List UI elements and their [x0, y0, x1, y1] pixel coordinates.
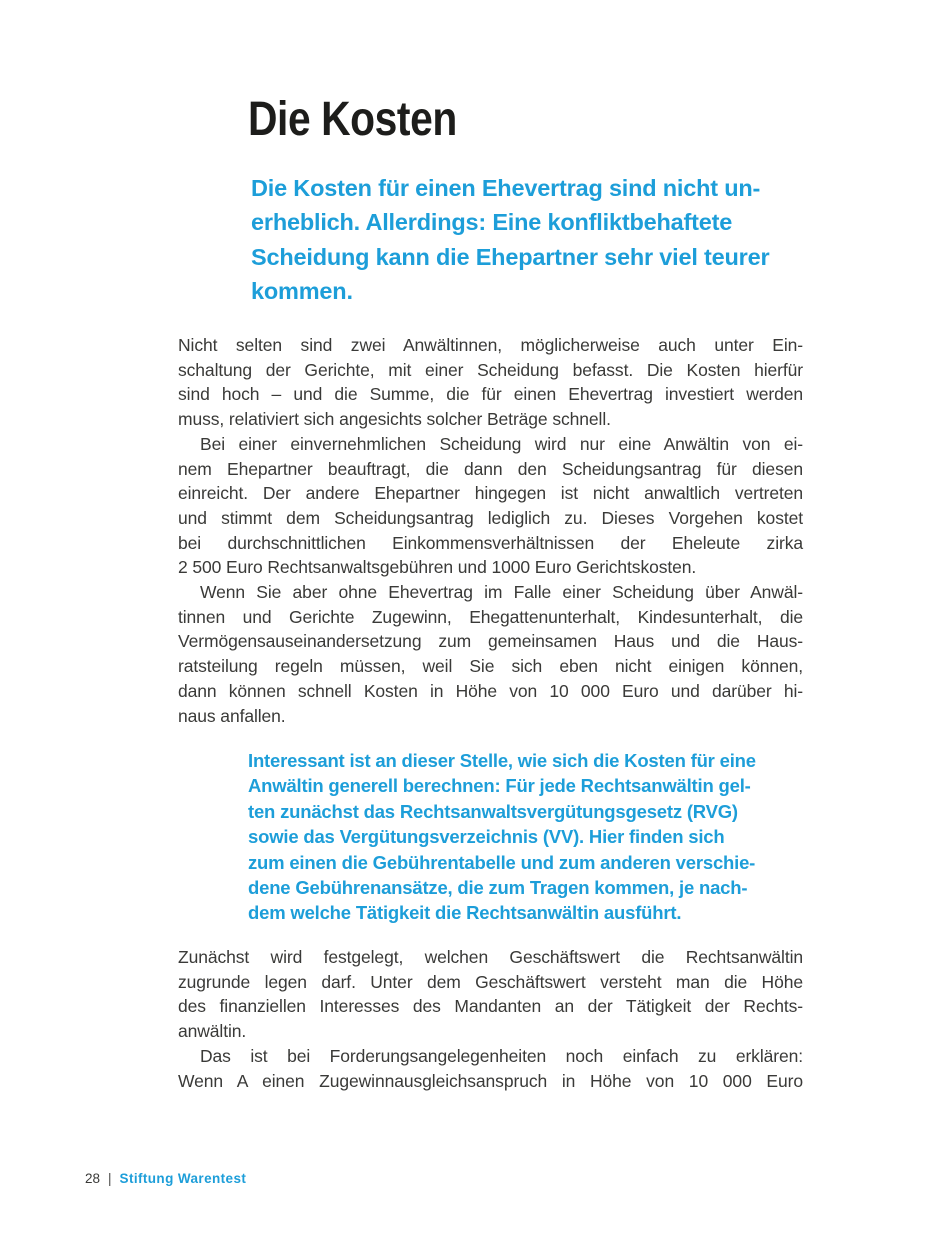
text-line: Anwältin generell berechnen: Für jede Rechtsanwältin gel- [248, 775, 751, 797]
footer-brand: Stiftung Warentest [119, 1171, 247, 1186]
text-line: dem welche Tätigkeit die Rechtsanwältin ausführt. [248, 902, 682, 924]
text-line: Das ist bei Forderungsangelegenheiten noch einfach zu erklären: [200, 1045, 803, 1066]
text-line: einreicht. Der andere Ehepartner hingegen ist nicht anwaltlich vertreten [178, 483, 803, 504]
text-line: dene Gebührenansätze, die zum Tragen kommen, je nach- [248, 877, 748, 899]
text-line: und stimmt dem Scheidungsantrag lediglich zu. Dieses Vorgehen kostet [178, 507, 803, 528]
text-line: Interessant ist an dieser Stelle, wie sich die Kosten für eine [248, 750, 756, 771]
text-line: Zunächst wird festgelegt, welchen Geschäftswert die Rechtsanwältin [178, 947, 803, 967]
text-line: sind hoch – und die Summe, die für einen Ehevertrag investiert werden [178, 384, 803, 405]
text-line: Scheidung kann die Ehepartner sehr viel teurer [251, 243, 770, 270]
text-line: schaltung der Gerichte, mit einer Scheidung befasst. Die Kosten hierfür [178, 359, 803, 380]
callout-paragraph [248, 748, 756, 926]
text-line: erheblich. Allerdings: Eine konfliktbehaftete [251, 209, 733, 236]
text-line: nem Ehepartner beauftragt, die dann den Scheidungsantrag für diesen [178, 458, 803, 479]
text-line: dann können schnell Kosten in Höhe von 10 000 Euro und darüber hi- [178, 680, 803, 701]
text-line: zum einen die Gebührentabelle und zum anderen verschie- [248, 851, 756, 873]
text-line: ratsteilung regeln müssen, weil Sie sich eben nicht einigen können, [178, 656, 803, 677]
text-line: kommen. [251, 277, 353, 304]
page-number: 28 [85, 1171, 101, 1186]
text-line: Nicht selten sind zwei Anwältinnen, möglicherweise auch unter Ein- [178, 335, 803, 355]
text-line: des finanziellen Interesses des Mandanten an der Tätigkeit der Rechts- [178, 996, 803, 1017]
text-line: Vermögensauseinandersetzung zum gemeinsamen Haus und die Haus- [178, 631, 803, 652]
page-title: Die Kosten [248, 93, 457, 146]
text-line: Bei einer einvernehmlichen Scheidung wird nur eine Anwältin von ei- [200, 433, 803, 454]
body-text-block-1 [178, 333, 803, 728]
text-line: naus anfallen. [178, 705, 286, 726]
text-line: sowie das Vergütungsverzeichnis (VV). Hier finden sich [248, 826, 725, 848]
text-line: zugrunde legen darf. Unter dem Geschäftswert versteht man die Höhe [178, 971, 803, 992]
text-line: tinnen und Gerichte Zugewinn, Ehegattenunterhalt, Kindesunterhalt, die [178, 606, 803, 627]
text-line: muss, relativiert sich angesichts solcher Beträge schnell. [178, 409, 611, 430]
text-line: bei durchschnittlichen Einkommensverhältnissen der Eheleute zirka [178, 532, 803, 553]
text-line: anwältin. [178, 1021, 247, 1042]
text-line: 2 500 Euro Rechtsanwaltsgebühren und 1000 Euro Gerichtskosten. [178, 557, 697, 578]
page-footer [85, 1171, 246, 1186]
body-text-block-2 [178, 945, 803, 1093]
footer-separator: | [108, 1171, 112, 1186]
lead-paragraph [251, 171, 769, 308]
text-line: Wenn A einen Zugewinnausgleichsanspruch in Höhe von 10 000 Euro [178, 1070, 803, 1091]
text-line: Wenn Sie aber ohne Ehevertrag im Falle einer Scheidung über Anwäl- [200, 582, 803, 603]
text-line: Die Kosten für einen Ehevertrag sind nicht un- [251, 175, 761, 201]
text-line: ten zunächst das Rechtsanwaltsvergütungsgesetz (RVG) [248, 800, 738, 822]
